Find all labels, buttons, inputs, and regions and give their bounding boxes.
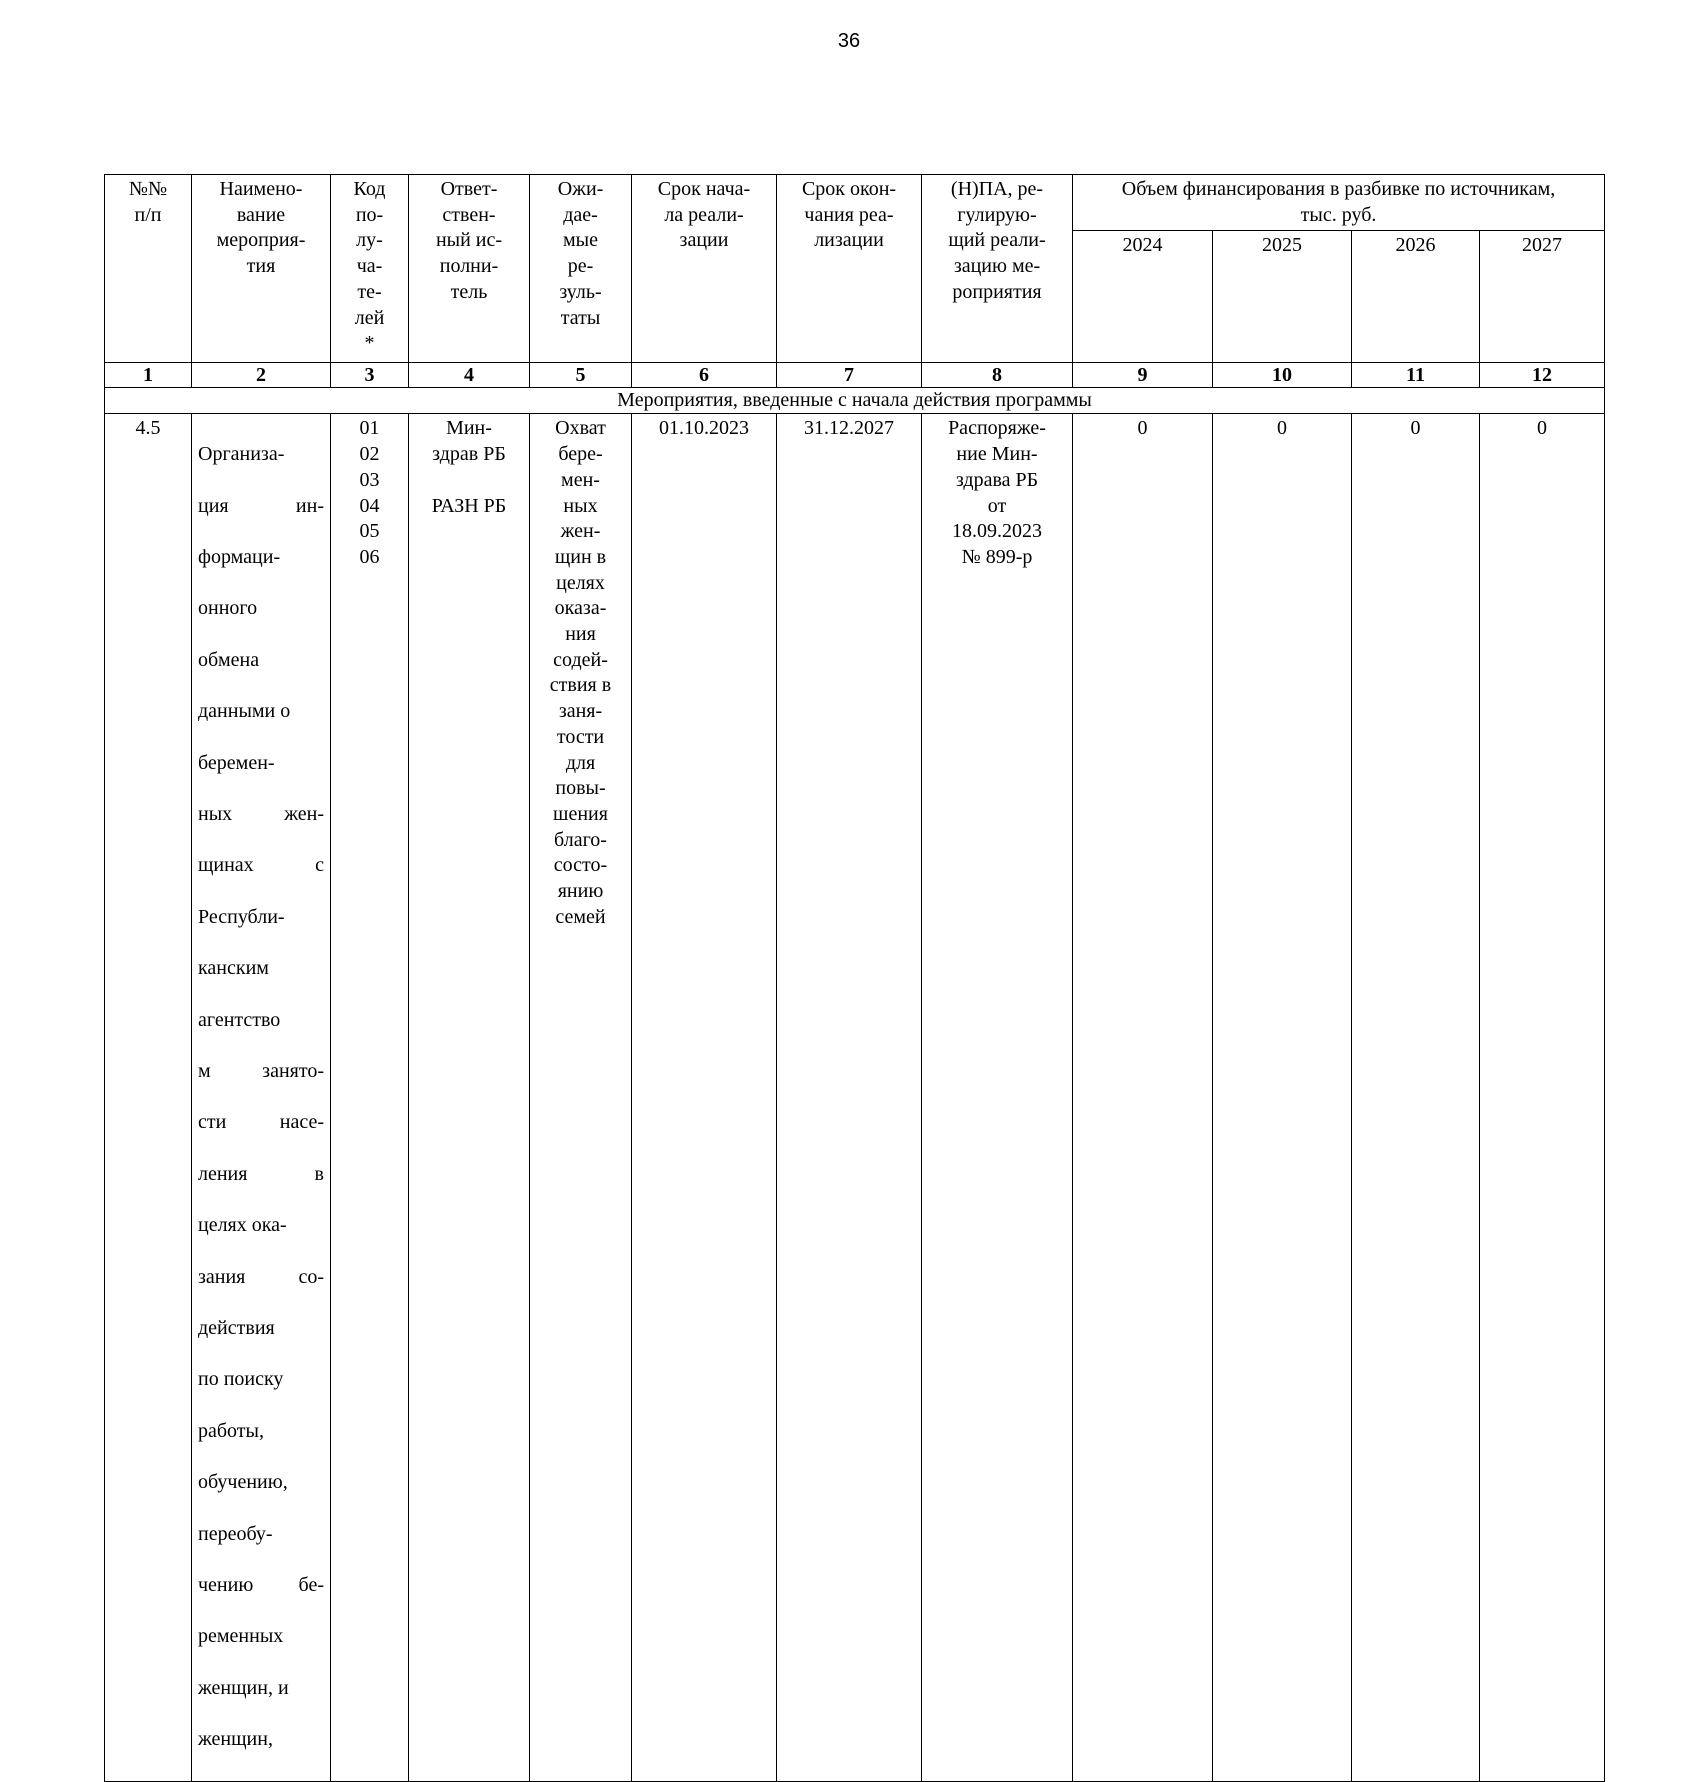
- header-year: 2024: [1073, 231, 1213, 363]
- start-date: 01.10.2023: [632, 414, 777, 1781]
- measure-name-line: женщин, и: [198, 1676, 289, 1699]
- column-number: 3: [331, 363, 409, 388]
- header-year: 2026: [1352, 231, 1480, 363]
- measure-name-line: переобу-: [198, 1522, 273, 1545]
- measure-name-line: канским: [198, 957, 269, 980]
- column-number: 7: [777, 363, 922, 388]
- measure-name-line: данными о: [198, 700, 291, 723]
- column-number: 12: [1480, 363, 1605, 388]
- measure-name-line: работы,: [198, 1419, 264, 1442]
- header-measure-name: Наимено- вание мероприя- тия: [192, 175, 331, 363]
- header-expected-results: Ожи- дае- мые ре- зуль- таты: [530, 175, 632, 363]
- financing-value: 0: [1352, 414, 1480, 1781]
- measure-name-line: Организа-: [198, 443, 285, 466]
- measure-name-line: действия: [198, 1317, 275, 1340]
- header-year: 2025: [1213, 231, 1352, 363]
- end-date: 31.12.2027: [777, 414, 922, 1781]
- page-number: 36: [837, 30, 861, 52]
- measure-name-line: чению бе-: [198, 1574, 324, 1597]
- measure-name: [192, 414, 331, 1781]
- program-measures-table: [104, 174, 1605, 1782]
- column-number: 4: [409, 363, 530, 388]
- recipient-codes: 01 02 03 04 05 06: [331, 414, 409, 1781]
- measure-number: 4.5: [105, 414, 192, 1781]
- measure-name-line: беремен-: [198, 751, 275, 774]
- header-number: №№ п/п: [105, 175, 192, 363]
- measure-name-line: агентство: [198, 1008, 281, 1031]
- measure-name-line: онного: [198, 597, 258, 620]
- header-financing: Объем финансирования в разбивке по источникам, тыс. руб.: [1073, 175, 1605, 231]
- column-number: 1: [105, 363, 192, 388]
- column-number: 11: [1352, 363, 1480, 388]
- expected-results: Охват бере- мен- ных жен- щин в целях оказа- ния содей- ствия в заня- тости для повы- шения благо- состо- янию семей: [530, 414, 632, 1781]
- column-number: 10: [1213, 363, 1352, 388]
- financing-value: 0: [1073, 414, 1213, 1781]
- header-recipient-code: Код по- лу- ча- те- лей *: [331, 175, 409, 363]
- measure-name-line: обучению,: [198, 1471, 288, 1494]
- measure-name-line: щинах с: [198, 854, 324, 877]
- header-start-date: Срок нача- ла реали- зации: [632, 175, 777, 363]
- measure-name-line: обмена: [198, 648, 260, 671]
- column-number: 8: [922, 363, 1073, 388]
- table-row: [105, 414, 1605, 1781]
- column-number: 5: [530, 363, 632, 388]
- header-end-date: Срок окон- чания реа- лизации: [777, 175, 922, 363]
- measure-name-line: формаци-: [198, 545, 281, 568]
- column-number-row: [105, 363, 1605, 388]
- section-title: Мероприятия, введенные с начала действия программы: [105, 388, 1605, 414]
- header-executor: Ответ- ствен- ный ис- полни- тель: [409, 175, 530, 363]
- measure-name-line: женщин,: [198, 1728, 273, 1751]
- section-row: [105, 388, 1605, 414]
- measure-name-line: ления в: [198, 1162, 324, 1185]
- column-number: 2: [192, 363, 331, 388]
- financing-value: 0: [1480, 414, 1605, 1781]
- measure-name-line: Республи-: [198, 905, 285, 928]
- header-legal-act: (Н)ПА, ре- гулирую- щий реали- зацию ме- роприятия: [922, 175, 1073, 363]
- executor: Мин- здрав РБ РАЗН РБ: [409, 414, 530, 1781]
- financing-value: 0: [1213, 414, 1352, 1781]
- measure-name-line: ременных: [198, 1625, 284, 1648]
- legal-act: Распоряже- ние Мин- здрава РБ от 18.09.2023 № 899-р: [922, 414, 1073, 1781]
- measure-name-line: по поиску: [198, 1368, 284, 1391]
- header-year: 2027: [1480, 231, 1605, 363]
- measure-name-line: сти насе-: [198, 1111, 324, 1134]
- column-number: 9: [1073, 363, 1213, 388]
- measure-name-line: целях ока-: [198, 1214, 287, 1237]
- measure-name-line: м занято-: [198, 1059, 324, 1082]
- measure-name-line: ных жен-: [198, 802, 324, 825]
- header-row: [105, 175, 1605, 231]
- measure-name-line: ция ин-: [198, 494, 324, 517]
- column-number: 6: [632, 363, 777, 388]
- measure-name-line: зания со-: [198, 1265, 324, 1288]
